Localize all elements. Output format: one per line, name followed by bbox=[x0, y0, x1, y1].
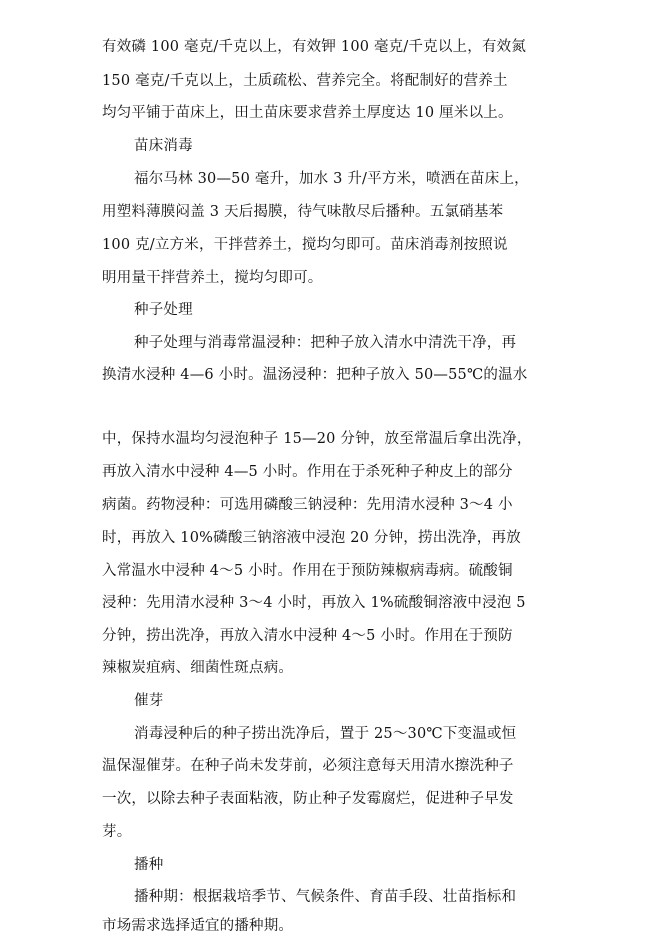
paragraph-line: 明用量干拌营养土，搅均匀即可。 bbox=[102, 270, 323, 286]
paragraph-line: 100 克/立方米，干拌营养土，搅均匀即可。苗床消毒剂按照说 bbox=[102, 237, 508, 253]
paragraph-line: 播种期：根据栽培季节、气候条件、育苗手段、壮苗指标和 bbox=[134, 889, 517, 905]
paragraph-line: 时，再放入 10%磷酸三钠溶液中浸泡 20 分钟，捞出洗净，再放 bbox=[102, 530, 521, 546]
paragraph-line: 一次，以除去种子表面粘液，防止种子发霉腐烂，促进种子早发 bbox=[102, 791, 514, 807]
paragraph-line: 中，保持水温均匀浸泡种子 15—20 分钟，放至常温后拿出洗净， bbox=[102, 431, 532, 447]
paragraph-line: 有效磷 100 毫克/千克以上，有效钾 100 毫克/千克以上，有效氮 bbox=[102, 39, 527, 55]
paragraph-line: 芽。 bbox=[102, 824, 132, 840]
paragraph-line: 浸种：先用清水浸种 3～4 小时，再放入 1%硫酸铜溶液中浸泡 5 bbox=[102, 595, 526, 611]
paragraph-line: 福尔马林 30—50 毫升，加水 3 升/平方米，喷洒在苗床上， bbox=[134, 171, 529, 187]
paragraph-line: 市场需求选择适宜的播种期。 bbox=[102, 918, 294, 934]
paragraph-line: 辣椒炭疽病、细菌性斑点病。 bbox=[102, 660, 294, 676]
paragraph-line: 换清水浸种 4—6 小时。温汤浸种：把种子放入 50—55℃的温水 bbox=[102, 367, 528, 383]
section-heading: 种子处理 bbox=[134, 302, 193, 318]
paragraph-line: 温保湿催芽。在种子尚未发芽前，必须注意每天用清水擦洗种子 bbox=[102, 758, 514, 774]
paragraph-line: 种子处理与消毒常温浸种：把种子放入清水中清洗干净，再 bbox=[134, 335, 517, 351]
paragraph-line: 再放入清水中浸种 4—5 小时。作用在于杀死种子种皮上的部分 bbox=[102, 464, 513, 480]
paragraph-line: 用塑料薄膜闷盖 3 天后揭膜，待气味散尽后播种。五氯硝基苯 bbox=[102, 204, 504, 220]
section-heading: 催芽 bbox=[134, 693, 164, 709]
paragraph-line: 病菌。药物浸种：可选用磷酸三钠浸种：先用清水浸种 3～4 小 bbox=[102, 497, 513, 513]
paragraph-line: 150 毫克/千克以上，土质疏松、营养完全。将配制好的营养土 bbox=[102, 73, 508, 89]
paragraph-line: 均匀平铺于苗床上，田土苗床要求营养土厚度达 10 厘米以上。 bbox=[102, 105, 513, 121]
paragraph-line: 入常温水中浸种 4～5 小时。作用在于预防辣椒病毒病。硫酸铜 bbox=[102, 563, 513, 579]
section-heading: 播种 bbox=[134, 857, 164, 873]
paragraph-line: 分钟，捞出洗净，再放入清水中浸种 4～5 小时。作用在于预防 bbox=[102, 628, 513, 644]
paragraph-line: 消毒浸种后的种子捞出洗净后，置于 25～30℃下变温或恒 bbox=[134, 726, 517, 742]
section-heading: 苗床消毒 bbox=[134, 138, 193, 154]
